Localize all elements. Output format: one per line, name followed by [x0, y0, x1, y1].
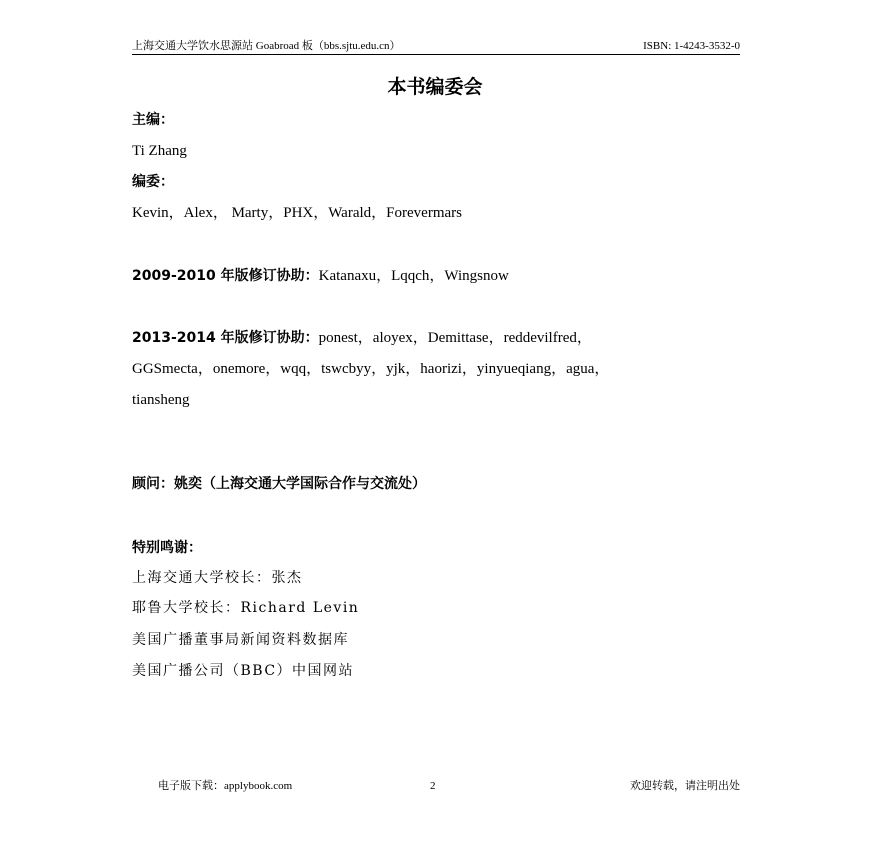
advisor: 顾问：姚奕（上海交通大学国际合作与交流处）	[132, 476, 426, 492]
page-footer	[158, 778, 740, 794]
thanks-item: 美国广播董事局新闻资料数据库	[132, 632, 349, 648]
chief-editor-name: Ti Zhang	[132, 143, 187, 159]
revision-2013-names-line3: tiansheng	[132, 392, 190, 408]
editors-names: Kevin，Alex， Marty，PHX，Warald，Forevermars	[132, 205, 462, 221]
revision-2013-names-line1: ponest，aloyex，Demittase，reddevilfred，	[318, 330, 592, 346]
thanks-item: 美国广播公司（BBC）中国网站	[132, 663, 355, 679]
thanks-label: 特别鸣谢：	[132, 540, 202, 556]
chief-editor-label: 主编：	[132, 112, 174, 128]
header-isbn: ISBN: 1-4243-3532-0	[643, 40, 740, 52]
page-title: 本书编委会	[387, 76, 483, 98]
revision-2013-names-line2: GGSmecta，onemore，wqq，tswcbyy，yjk，haorizi，yinyueqiang，agua，	[132, 361, 610, 377]
editors-label: 编委：	[132, 174, 174, 190]
revision-2009-label: 2009-2010 年版修订协助：	[132, 268, 319, 284]
revision-2013-label: 2013-2014 年版修订协助：	[132, 330, 319, 346]
footer-download: 电子版下载：applybook.com	[158, 780, 293, 792]
revision-2009-names: Katanaxu，Lqqch，Wingsnow	[318, 268, 509, 284]
revision-2013	[132, 328, 592, 348]
page-number: 2	[430, 780, 436, 792]
header-source: 上海交通大学饮水思源站 Goabroad 板（bbs.sjtu.edu.cn）	[132, 40, 401, 52]
revision-2009	[132, 266, 509, 286]
thanks-item: 上海交通大学校长：张杰	[132, 570, 303, 586]
thanks-item: 耶鲁大学校长：Richard Levin	[132, 600, 360, 616]
footer-reprint-note: 欢迎转载，请注明出处	[630, 780, 740, 792]
page-header	[132, 38, 740, 55]
